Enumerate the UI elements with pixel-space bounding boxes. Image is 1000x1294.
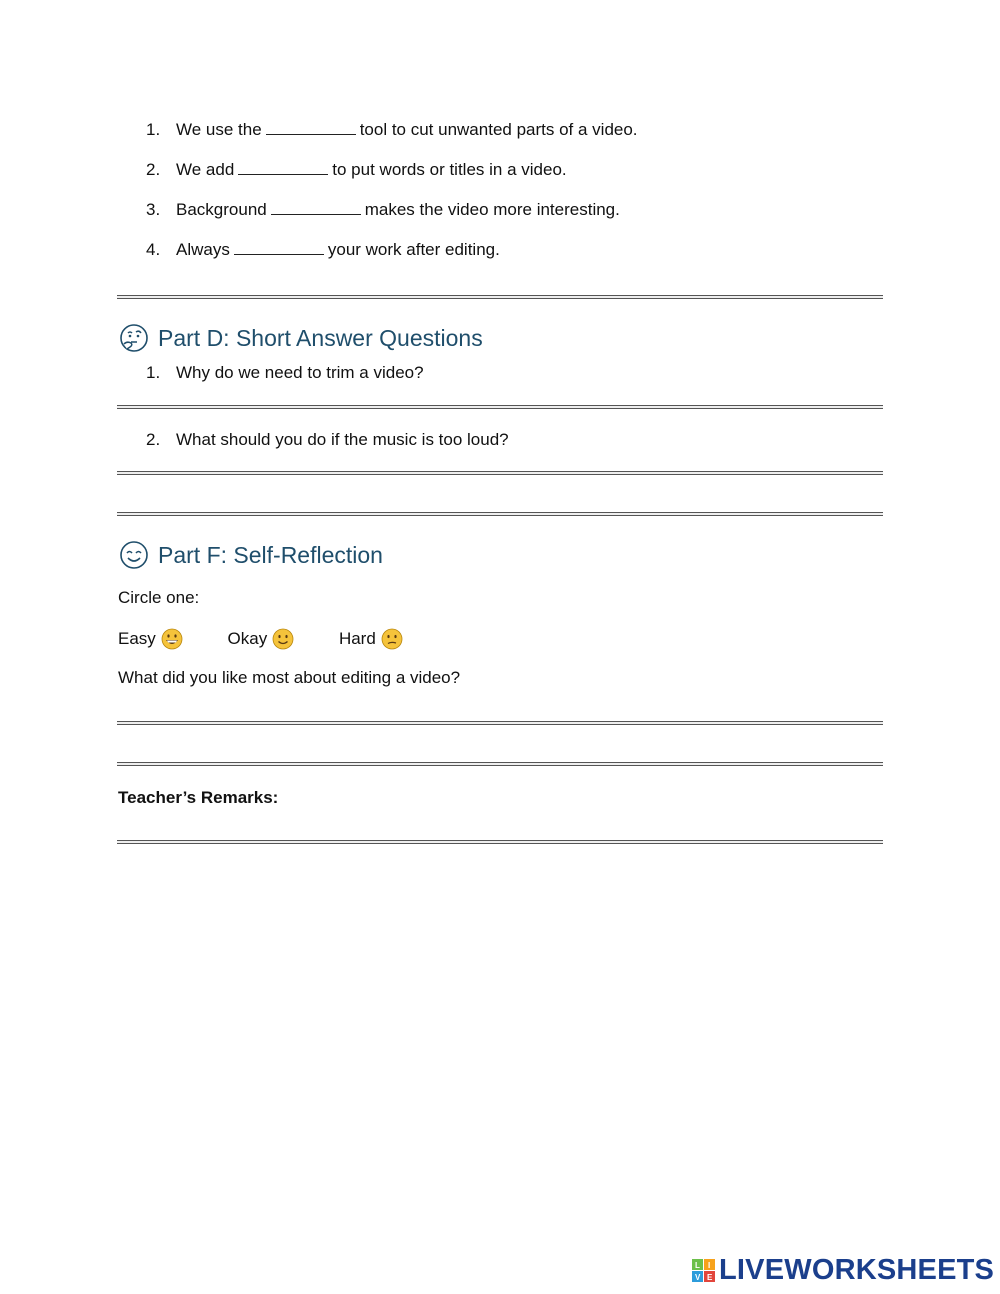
mood-options [118,628,443,650]
answer-blank[interactable] [266,120,356,135]
question-text-before: We add [176,160,235,179]
question-text-before: Always [176,240,230,259]
answer-line[interactable] [117,405,883,409]
teacher-remarks-label: Teacher’s Remarks: [118,788,279,807]
question-number: 1. [146,120,161,139]
svg-text:L: L [695,1260,700,1270]
brand-name: LIVEWORKSHEETS [719,1254,995,1286]
smiling-face-icon [118,539,150,571]
part-f-title: Part F: Self-Reflection [158,541,383,568]
remarks-line[interactable] [117,840,883,844]
answer-line[interactable] [117,721,883,725]
question-number: 4. [146,240,161,259]
section-divider [117,295,883,299]
question-text-after: tool to cut unwanted parts of a video. [359,120,638,139]
mood-label: Hard [338,629,376,648]
live-badge-icon [692,1259,716,1283]
question-text: Why do we need to trim a video? [176,363,424,382]
question-text-after: your work after editing. [327,240,500,259]
svg-text:I: I [708,1260,711,1270]
question-number: 2. [146,160,161,179]
question-number: 2. [146,430,161,449]
question-text-after: makes the video more interesting. [364,200,620,219]
part-d-heading [118,322,483,354]
part-f-heading [118,539,383,571]
question-number: 3. [146,200,161,219]
reflection-question: What did you like most about editing a video? [118,668,461,687]
answer-line[interactable] [117,762,883,766]
answer-line[interactable] [117,471,883,475]
svg-text:V: V [695,1272,701,1282]
mood-label: Easy [118,629,156,648]
answer-blank[interactable] [238,160,328,175]
svg-text:E: E [707,1272,713,1282]
thinking-face-icon [118,322,150,354]
circle-prompt: Circle one: [118,588,200,607]
part-d-title: Part D: Short Answer Questions [158,324,483,351]
slightly-smiling-face-icon [272,628,294,650]
mood-option-okay[interactable] [228,628,295,650]
mood-option-hard[interactable] [339,628,403,650]
question-text-after: to put words or titles in a video. [332,160,567,179]
answer-blank[interactable] [271,200,361,215]
section-divider [117,512,883,516]
mood-option-easy[interactable] [118,628,183,650]
question-number: 1. [146,363,161,382]
question-text-before: Background [176,200,267,219]
mood-label: Okay [227,629,268,648]
question-text-before: We use the [176,120,262,139]
liveworksheets-logo [692,1254,994,1287]
confused-face-icon [381,628,403,650]
question-text: What should you do if the music is too loud? [176,430,509,449]
grinning-face-icon [161,628,183,650]
answer-blank[interactable] [234,240,324,255]
